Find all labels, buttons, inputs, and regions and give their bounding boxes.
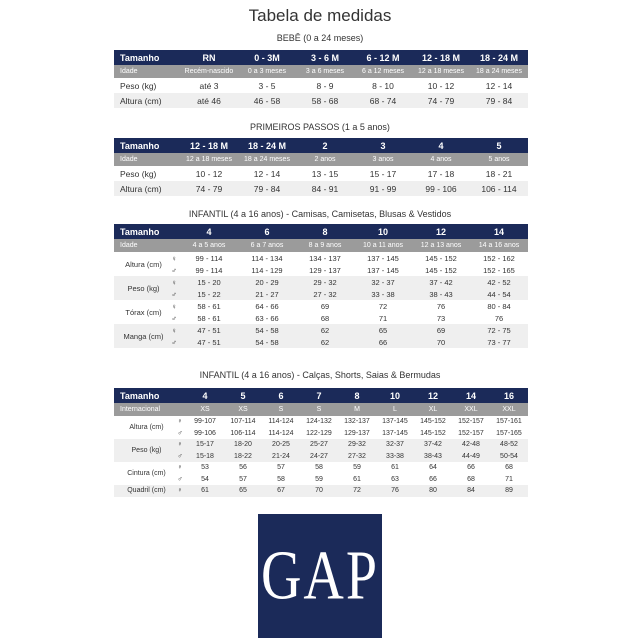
table-cell: 71 <box>378 313 388 323</box>
sub-cell: S <box>300 403 338 416</box>
table-cell: 61 <box>353 475 361 483</box>
table-cell: 42-48 <box>452 439 490 451</box>
table-cell: 58 - 61 <box>197 313 221 323</box>
row-label: Cintura (cm) <box>127 470 166 477</box>
sub-cell: 2 anos <box>296 153 354 166</box>
table-cell: 38 - 43 <box>412 288 470 300</box>
page-title: Tabela de medidas <box>248 6 392 25</box>
sub-cell: 6 a 12 meses <box>354 65 412 78</box>
header-cell: 12 <box>414 388 452 403</box>
table-cell: 15 - 17 <box>369 168 397 179</box>
table-row <box>114 78 528 93</box>
table-row <box>114 336 528 348</box>
male-icon: ♂ <box>177 475 183 483</box>
table-cell: 12 - 14 <box>253 168 281 179</box>
table-cell: 12 - 14 <box>485 80 513 91</box>
table-subheader-row <box>114 239 528 252</box>
table-cell: 99 - 106 <box>412 181 470 196</box>
sub-cell: 12 a 13 anos <box>412 239 470 252</box>
header-cell: 3 <box>354 138 412 153</box>
table-cell: 62 <box>296 336 354 348</box>
female-icon: ♀ <box>174 439 186 451</box>
header-cell: 10 <box>376 388 414 403</box>
table-cell: 137 - 145 <box>367 265 399 275</box>
table-cell: 80 <box>414 485 452 497</box>
sub-cell: Recém-nascido <box>180 65 238 78</box>
table-cell: 114-124 <box>268 429 294 437</box>
table-cell: 145 - 152 <box>425 253 457 263</box>
header-cell: 12 - 18 M <box>180 138 238 153</box>
female-icon: ♀ <box>168 276 180 288</box>
table-cell: 21-24 <box>262 451 300 463</box>
table-cell: 32-37 <box>376 439 414 451</box>
sub-cell: 6 a 7 anos <box>238 239 296 252</box>
header-cell: Tamanho <box>114 138 180 153</box>
table-cell: 33-38 <box>376 451 414 463</box>
table-cell: 44 - 54 <box>470 288 528 300</box>
row-label: Peso (kg) <box>120 168 157 179</box>
table-cell: 67 <box>262 485 300 497</box>
header-cell: 0 - 3M <box>238 50 296 65</box>
row-label: Altura (cm) <box>114 93 180 108</box>
table-row <box>114 166 528 181</box>
table-cell: 145-152 <box>420 418 446 426</box>
table-cell: 21 - 27 <box>238 288 296 300</box>
header-cell: 10 <box>354 224 412 239</box>
table-cell: 68 - 74 <box>354 93 412 108</box>
table-cell: 13 - 15 <box>311 168 339 179</box>
table-cell: 63 - 66 <box>255 313 279 323</box>
table-cell: 24-27 <box>300 451 338 463</box>
table-cell: 44-49 <box>452 451 490 463</box>
female-icon: ♀ <box>168 324 180 336</box>
sub-cell: XL <box>414 403 452 416</box>
table-cell: 54 <box>201 475 209 483</box>
header-cell: RN <box>180 50 238 65</box>
table-cell: 15-18 <box>186 451 224 463</box>
table-cell: 42 - 52 <box>470 276 528 288</box>
table-row <box>114 439 528 451</box>
table-header-row <box>114 224 528 239</box>
table-cell: 58 - 68 <box>296 93 354 108</box>
table-cell: 68 <box>320 313 330 323</box>
table-cell: 72 <box>378 301 388 311</box>
header-cell: 12 <box>412 224 470 239</box>
table-cell: 76 <box>376 485 414 497</box>
header-cell: 18 - 24 M <box>470 50 528 65</box>
table-cell: 10 - 12 <box>195 168 223 179</box>
table-cell: 3 - 5 <box>258 80 276 91</box>
table-cell: 33 - 38 <box>354 288 412 300</box>
table-cell: 99-107 <box>194 418 216 426</box>
table-cell: 132-137 <box>344 418 370 426</box>
table-cell: 152-157 <box>458 418 484 426</box>
sub-cell: 18 a 24 meses <box>238 153 296 166</box>
male-icon: ♂ <box>177 429 183 437</box>
table-cell: 10 - 12 <box>427 80 455 91</box>
table-cell: 99 - 114 <box>195 265 223 275</box>
table-cell: 124-132 <box>306 418 332 426</box>
table-cell: 74 - 79 <box>180 181 238 196</box>
table-cell: 129 - 137 <box>309 265 341 275</box>
male-icon: ♂ <box>168 288 180 300</box>
table-header-row <box>114 138 528 153</box>
section-title-infantil-camisas: INFANTIL (4 a 16 anos) - Camisas, Camisetas, Blusas & Vestidos <box>188 209 452 219</box>
table-cell: 47 - 51 <box>180 336 238 348</box>
row-label: Quadril (cm) <box>114 485 174 497</box>
table-cell: 58 <box>277 475 285 483</box>
table-cell: 64 - 66 <box>255 301 279 311</box>
table-cell: 157-161 <box>496 418 522 426</box>
sub-cell: 12 a 18 meses <box>412 65 470 78</box>
sub-cell: 0 a 3 meses <box>238 65 296 78</box>
table-cell: 66 <box>354 336 412 348</box>
table-cell: 57 <box>277 464 285 472</box>
row-label: Altura (cm) <box>129 424 164 431</box>
header-cell: 4 <box>186 388 224 403</box>
female-icon: ♀ <box>171 253 177 263</box>
table-cell: 107-114 <box>230 418 256 426</box>
table-cell: 17 - 18 <box>427 168 455 179</box>
male-icon: ♂ <box>168 336 180 348</box>
table-cell: 58 <box>315 464 323 472</box>
table-cell: 73 <box>436 313 446 323</box>
table-cell: 152-157 <box>458 429 484 437</box>
table-cell: 99 - 114 <box>195 253 223 263</box>
sub-cell: Idade <box>114 239 180 252</box>
table-cell: 38-43 <box>414 451 452 463</box>
table-cell: 71 <box>505 475 513 483</box>
table-cell: 114 - 134 <box>251 253 283 263</box>
table-cell: 50-54 <box>490 451 528 463</box>
table-cell: até 3 <box>199 80 219 91</box>
table-cell: 80 - 84 <box>487 301 511 311</box>
row-label: Altura (cm) <box>125 259 162 269</box>
table-row <box>114 181 528 196</box>
header-cell: 4 <box>412 138 470 153</box>
gap-logo-text: GAP <box>260 537 380 615</box>
table-cell: 66 <box>429 475 437 483</box>
table-cell: 74 - 79 <box>412 93 470 108</box>
sub-cell: XXL <box>490 403 528 416</box>
sub-cell: XS <box>224 403 262 416</box>
table-row <box>114 300 528 312</box>
sub-cell: M <box>338 403 376 416</box>
sub-cell: S <box>262 403 300 416</box>
table-cell: 48-52 <box>490 439 528 451</box>
table-cell: 66 <box>467 464 475 472</box>
sub-cell: 12 a 18 meses <box>180 153 238 166</box>
table-row <box>114 288 528 300</box>
table-cell: 65 <box>224 485 262 497</box>
table-cell: 114-124 <box>268 418 294 426</box>
header-cell: Tamanho <box>114 388 186 403</box>
table-cell: 129-137 <box>344 429 370 437</box>
table-cell: 20-25 <box>262 439 300 451</box>
table-row <box>114 428 528 440</box>
sub-cell: 4 a 5 anos <box>180 239 238 252</box>
table-infantil-calcas <box>114 388 528 497</box>
table-cell: 54 - 58 <box>238 336 296 348</box>
table-cell: 145-152 <box>420 429 446 437</box>
female-icon: ♀ <box>177 464 183 472</box>
table-row <box>114 312 528 324</box>
female-icon: ♀ <box>171 301 177 311</box>
table-cell: 152 - 165 <box>483 265 515 275</box>
table-cell: 27 - 32 <box>296 288 354 300</box>
table-cell: 79 - 84 <box>470 93 528 108</box>
table-cell: 20 - 29 <box>238 276 296 288</box>
sub-cell: 10 a 11 anos <box>354 239 412 252</box>
table-cell: 152 - 162 <box>483 253 515 263</box>
header-cell: 5 <box>470 138 528 153</box>
table-cell: 61 <box>186 485 224 497</box>
table-cell: 79 - 84 <box>238 181 296 196</box>
row-label: Tórax (cm) <box>125 307 162 317</box>
header-cell: 7 <box>300 388 338 403</box>
table-cell: até 46 <box>180 93 238 108</box>
header-cell: 5 <box>224 388 262 403</box>
table-row <box>114 462 528 474</box>
table-cell: 106-114 <box>230 429 256 437</box>
table-cell: 63 <box>391 475 399 483</box>
table-cell: 137 - 145 <box>367 253 399 263</box>
table-cell: 106 - 114 <box>470 181 528 196</box>
table-cell: 89 <box>490 485 528 497</box>
header-cell: 18 - 24 M <box>238 138 296 153</box>
sub-cell: Internacional <box>114 403 186 416</box>
header-cell: 6 <box>262 388 300 403</box>
table-cell: 64 <box>429 464 437 472</box>
table-cell: 27-32 <box>338 451 376 463</box>
male-icon: ♂ <box>171 313 177 323</box>
table-cell: 59 <box>353 464 361 472</box>
table-cell: 84 - 91 <box>296 181 354 196</box>
sub-cell: Idade <box>114 65 180 78</box>
sub-cell: XS <box>186 403 224 416</box>
table-cell: 53 <box>201 464 209 472</box>
sub-cell: 8 a 9 anos <box>296 239 354 252</box>
sub-cell: 18 a 24 meses <box>470 65 528 78</box>
male-icon: ♂ <box>174 451 186 463</box>
header-cell: Tamanho <box>114 50 180 65</box>
section-title-primeiros-passos: PRIMEIROS PASSOS (1 a 5 anos) <box>250 122 390 132</box>
header-cell: Tamanho <box>114 224 180 239</box>
row-label: Peso (kg) <box>114 439 174 462</box>
table-subheader-row <box>114 65 528 78</box>
table-row <box>114 93 528 108</box>
table-cell: 73 - 77 <box>470 336 528 348</box>
table-cell: 8 - 9 <box>316 80 334 91</box>
table-cell: 70 <box>412 336 470 348</box>
table-row <box>114 474 528 486</box>
table-cell: 84 <box>452 485 490 497</box>
table-cell: 137-145 <box>382 418 408 426</box>
table-cell: 122-129 <box>306 429 332 437</box>
table-subheader-row <box>114 403 528 416</box>
row-label: Manga (cm) <box>114 324 168 348</box>
table-row <box>114 252 528 264</box>
header-cell: 4 <box>180 224 238 239</box>
table-cell: 114 - 129 <box>251 265 283 275</box>
table-subheader-row <box>114 153 528 166</box>
table-cell: 91 - 99 <box>354 181 412 196</box>
row-label: Peso (kg) <box>114 276 168 300</box>
table-cell: 65 <box>354 324 412 336</box>
table-cell: 72 <box>338 485 376 497</box>
sub-cell: 14 a 16 anos <box>470 239 528 252</box>
row-label: Altura (cm) <box>114 181 180 196</box>
table-cell: 15 - 22 <box>180 288 238 300</box>
table-cell: 15 - 20 <box>180 276 238 288</box>
header-cell: 16 <box>490 388 528 403</box>
table-cell: 68 <box>505 464 513 472</box>
table-cell: 58 - 61 <box>197 301 221 311</box>
row-label: Peso (kg) <box>120 80 157 91</box>
sub-cell: 5 anos <box>470 153 528 166</box>
table-infantil-camisas <box>114 224 528 348</box>
table-cell: 134 - 137 <box>309 253 341 263</box>
table-primeiros-passos <box>114 138 528 196</box>
table-cell: 8 - 10 <box>372 80 394 91</box>
header-cell: 3 - 6 M <box>296 50 354 65</box>
header-cell: 14 <box>452 388 490 403</box>
table-cell: 15-17 <box>186 439 224 451</box>
table-cell: 18-20 <box>224 439 262 451</box>
table-row <box>114 264 528 276</box>
table-cell: 59 <box>315 475 323 483</box>
header-cell: 6 - 12 M <box>354 50 412 65</box>
table-cell: 32 - 37 <box>354 276 412 288</box>
header-cell: 14 <box>470 224 528 239</box>
sub-cell: Idade <box>114 153 180 166</box>
table-cell: 76 <box>436 301 446 311</box>
sub-cell: L <box>376 403 414 416</box>
table-cell: 46 - 58 <box>238 93 296 108</box>
table-cell: 25-27 <box>300 439 338 451</box>
table-cell: 18-22 <box>224 451 262 463</box>
table-cell: 69 <box>412 324 470 336</box>
table-cell: 54 - 58 <box>238 324 296 336</box>
header-cell: 8 <box>296 224 354 239</box>
table-header-row <box>114 50 528 65</box>
table-row <box>114 451 528 463</box>
male-icon: ♂ <box>171 265 177 275</box>
table-cell: 72 - 75 <box>470 324 528 336</box>
table-cell: 137-145 <box>382 429 408 437</box>
table-cell: 68 <box>467 475 475 483</box>
table-cell: 29 - 32 <box>296 276 354 288</box>
table-row <box>114 276 528 288</box>
table-row <box>114 416 528 428</box>
sub-cell: 4 anos <box>412 153 470 166</box>
sub-cell: 3 anos <box>354 153 412 166</box>
sub-cell: XXL <box>452 403 490 416</box>
header-cell: 12 - 18 M <box>412 50 470 65</box>
table-cell: 57 <box>239 475 247 483</box>
table-row <box>114 485 528 497</box>
table-cell: 47 - 51 <box>180 324 238 336</box>
table-cell: 29-32 <box>338 439 376 451</box>
table-bebe <box>114 50 528 108</box>
table-cell: 99-106 <box>194 429 216 437</box>
table-header-row <box>114 388 528 403</box>
sub-cell: 3 a 6 meses <box>296 65 354 78</box>
section-title-infantil-calcas: INFANTIL (4 a 16 anos) - Calças, Shorts, Saias & Bermudas <box>199 370 441 380</box>
table-cell: 18 - 21 <box>485 168 513 179</box>
gap-logo <box>258 514 382 638</box>
table-cell: 56 <box>239 464 247 472</box>
header-cell: 6 <box>238 224 296 239</box>
table-cell: 37-42 <box>414 439 452 451</box>
table-row <box>114 324 528 336</box>
table-cell: 70 <box>300 485 338 497</box>
section-title-bebe: BEBÊ (0 a 24 meses) <box>276 33 364 43</box>
header-cell: 8 <box>338 388 376 403</box>
female-icon: ♀ <box>174 485 186 497</box>
table-cell: 76 <box>494 313 504 323</box>
table-cell: 157-165 <box>496 429 522 437</box>
table-cell: 62 <box>296 324 354 336</box>
header-cell: 2 <box>296 138 354 153</box>
table-cell: 61 <box>391 464 399 472</box>
table-cell: 69 <box>320 301 330 311</box>
table-cell: 145 - 152 <box>425 265 457 275</box>
table-cell: 37 - 42 <box>412 276 470 288</box>
female-icon: ♀ <box>177 418 183 426</box>
